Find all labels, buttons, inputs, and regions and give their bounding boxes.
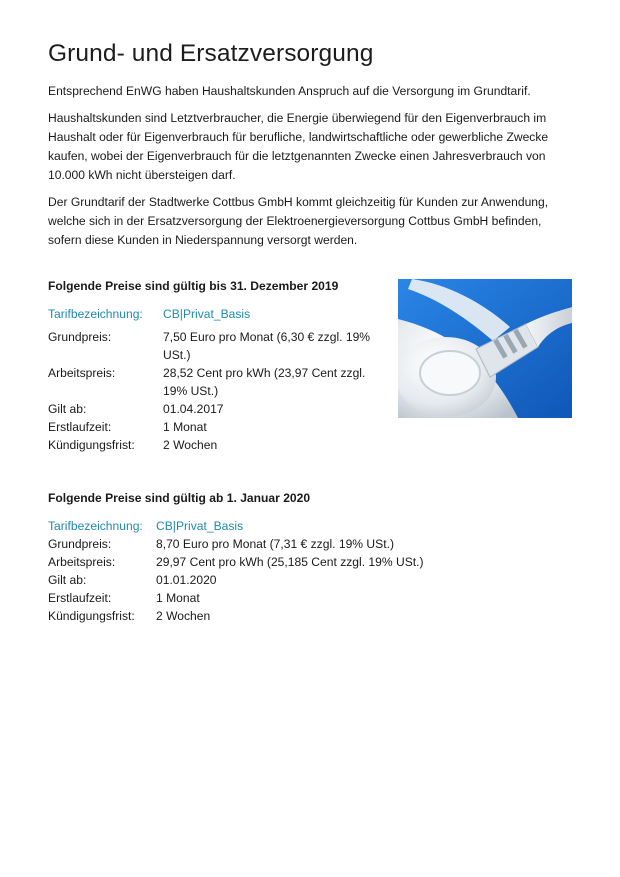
definition-paragraph: Haushaltskunden sind Letztverbraucher, die Energie überwiegend für den Eigenverbrauch im Haushalt oder für Eigenverbrauch für berufliche, landwirtschaftliche oder gewerbliche Zwecke kaufen, wobei der Eigenverbrauch für die letztgenannten Zwecke einen Jahresverbrauch von 10.000 kWh nicht übersteigen darf.: [48, 111, 549, 182]
row-label: Kündigungsfrist:: [48, 609, 135, 623]
row-value: 28,52 Cent pro kWh (23,97 Cent zzgl. 19% USt.): [163, 366, 366, 398]
tarif-row: [48, 305, 383, 323]
row-value: 01.01.2020: [156, 573, 217, 587]
row-value: 29,97 Cent pro kWh (25,185 Cent zzgl. 19% USt.): [156, 555, 424, 569]
tarif-label: Tarifbezeichnung:: [48, 307, 143, 321]
row-label: Grundpreis:: [48, 537, 112, 551]
row-label: Arbeitspreis:: [48, 555, 116, 569]
row-value: 2 Wochen: [163, 438, 218, 452]
ersatz-paragraph: Der Grundtarif der Stadtwerke Cottbus GmbH kommt gleichzeitig für Kunden zur Anwendung, welche sich in der Ersatzversorgung der Elektroenergieversorgung Cottbus GmbH befinden, sofern diese Kunden in Niederspannung versorgt werden.: [48, 195, 549, 247]
row-value: 1 Monat: [163, 420, 207, 434]
price-row-erstlaufzeit: [48, 589, 456, 607]
price-row-arbeitspreis: [48, 553, 456, 571]
section-heading: Folgende Preise sind gültig ab 1. Januar 2020: [48, 491, 311, 505]
intro-paragraph: Entsprechend EnWG haben Haushaltskunden Anspruch auf die Versorgung im Grundtarif.: [48, 84, 531, 98]
section-heading: Folgende Preise sind gültig bis 31. Dezember 2019: [48, 279, 339, 293]
price-row-kuendigungsfrist: [48, 436, 383, 454]
row-label: Gilt ab:: [48, 402, 87, 416]
row-value: 1 Monat: [156, 591, 200, 605]
tarif-label: Tarifbezeichnung:: [48, 519, 143, 533]
row-label: Gilt ab:: [48, 573, 87, 587]
document-body: [48, 40, 578, 258]
price-row-gilt-ab: [48, 400, 383, 418]
price-row-arbeitspreis: [48, 364, 383, 400]
price-row-kuendigungsfrist: [48, 607, 456, 625]
row-value: 01.04.2017: [163, 402, 224, 416]
row-value: 2 Wochen: [156, 609, 211, 623]
power-plug-photo: [398, 279, 572, 418]
tarif-value: CB|Privat_Basis: [156, 519, 244, 533]
price-row-gilt-ab: [48, 571, 456, 589]
price-row-erstlaufzeit: [48, 418, 383, 436]
tarif-value: CB|Privat_Basis: [163, 307, 251, 321]
page-title: Grund- und Ersatzversorgung: [48, 40, 374, 67]
row-label: Grundpreis:: [48, 330, 112, 344]
price-row-grundpreis: [48, 535, 456, 553]
row-value: 7,50 Euro pro Monat (6,30 € zzgl. 19% USt.): [163, 330, 371, 362]
tarif-row: [48, 517, 456, 535]
row-label: Erstlaufzeit:: [48, 420, 112, 434]
price-row-grundpreis: [48, 328, 383, 364]
row-label: Kündigungsfrist:: [48, 438, 135, 452]
price-section-2020: [48, 491, 456, 625]
row-label: Arbeitspreis:: [48, 366, 116, 380]
row-label: Erstlaufzeit:: [48, 591, 112, 605]
price-section-2019: [48, 279, 383, 454]
row-value: 8,70 Euro pro Monat (7,31 € zzgl. 19% USt.): [156, 537, 394, 551]
